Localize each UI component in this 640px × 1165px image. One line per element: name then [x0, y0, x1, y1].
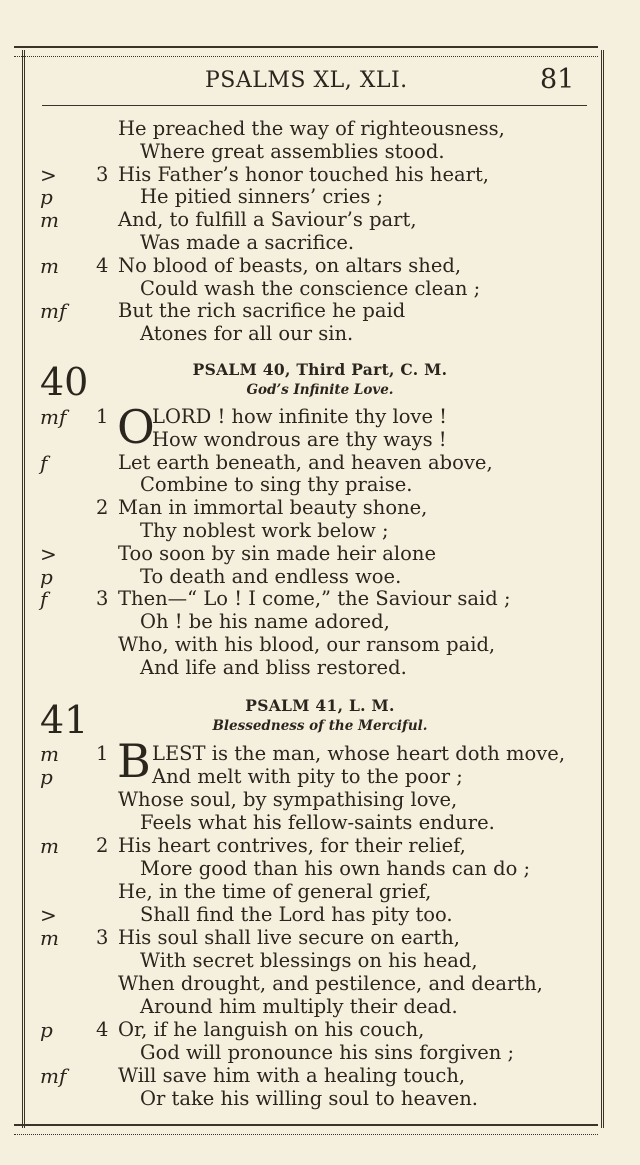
- verse-text: Oh ! be his name adored,: [140, 610, 390, 634]
- dynamic-mark: p: [40, 765, 53, 789]
- verse-text: But the rich sacrifice he paid: [118, 299, 406, 323]
- dynamic-mark: m: [40, 834, 59, 858]
- stanza-number: 3: [96, 587, 109, 611]
- bottom-border-rule: [14, 1124, 598, 1135]
- verse-line: [0, 765, 640, 789]
- verse-line: [0, 208, 640, 232]
- verse-line: [0, 1041, 640, 1065]
- header-rule: [42, 105, 587, 106]
- verse-line: [0, 451, 640, 475]
- dynamic-mark: >: [40, 541, 57, 566]
- page-number: 81: [540, 64, 575, 95]
- verse-line: [0, 322, 640, 346]
- verse-line: [0, 811, 640, 835]
- psalm-41-title: PSALM 41, L. M.: [245, 696, 395, 715]
- verse-line: [0, 610, 640, 634]
- verse-line: [0, 565, 640, 589]
- dynamic-mark: p: [40, 185, 53, 210]
- verse-line: [0, 496, 640, 520]
- dynamic-mark: >: [40, 162, 57, 187]
- stanza-number: 4: [96, 1018, 109, 1041]
- verse-line: [0, 231, 640, 255]
- verse-line: [0, 633, 640, 657]
- verse-line: [0, 405, 640, 429]
- verse-line: [0, 742, 640, 766]
- verse-line: [0, 473, 640, 497]
- verse-text: With secret blessings on his head,: [140, 949, 478, 972]
- verse-text: Then—“ Lo ! I come,” the Saviour said ;: [118, 587, 511, 611]
- verse-line: [0, 519, 640, 543]
- verse-text: Whose soul, by sympathising love,: [118, 788, 458, 811]
- verse-text: God will pronounce his sins forgiven ;: [140, 1041, 515, 1064]
- verse-text: Where great assemblies stood.: [140, 139, 445, 163]
- verse-text: Who, with his blood, our ransom paid,: [118, 633, 496, 656]
- dynamic-mark: m: [40, 253, 59, 278]
- dynamic-mark: mf: [40, 405, 67, 429]
- stanza-number: 1: [96, 742, 109, 765]
- stanza-number: 2: [96, 496, 109, 520]
- verse-line: [0, 277, 640, 301]
- verse-text: Man in immortal beauty shone,: [118, 496, 428, 520]
- verse-text: His heart contrives, for their relief,: [118, 834, 466, 857]
- verse-line: [0, 117, 640, 141]
- verse-line: [0, 995, 640, 1019]
- verse-text: Thy noblest work below ;: [140, 519, 389, 542]
- verse-text: And, to fulfill a Saviour’s part,: [118, 208, 417, 232]
- verse-text: His Father’s honor touched his heart,: [118, 162, 489, 186]
- verse-line: [0, 163, 640, 187]
- running-head: [0, 64, 640, 98]
- stanza-number: 1: [96, 405, 109, 428]
- verse-line: [0, 972, 640, 996]
- verse-line: [0, 857, 640, 881]
- verse-text: Or take his willing soul to heaven.: [140, 1087, 478, 1110]
- verse-text: LEST is the man, whose heart doth move,: [152, 742, 566, 765]
- stanza-number: 4: [96, 253, 109, 277]
- stanza-number: 3: [96, 162, 109, 186]
- verse-text: He preached the way of righteousness,: [118, 117, 505, 140]
- verse-line: [0, 1018, 640, 1042]
- running-head-title: PSALMS XL, XLI.: [205, 68, 408, 93]
- verse-text: How wondrous are thy ways !: [152, 427, 447, 451]
- dynamic-mark: p: [40, 1018, 53, 1042]
- verse-line: [0, 656, 640, 680]
- verse-text: Combine to sing thy praise.: [140, 473, 413, 497]
- psalm-40-number: 40: [40, 360, 89, 404]
- psalm-41-subtitle: Blessedness of the Merciful.: [212, 718, 428, 734]
- verse-text: His soul shall live secure on earth,: [118, 926, 460, 949]
- verse-text: Will save him with a healing touch,: [118, 1064, 466, 1087]
- dynamic-mark: p: [40, 564, 53, 589]
- psalm-40-title: PSALM 40, Third Part, C. M.: [192, 360, 448, 379]
- verse-text: Or, if he languish on his couch,: [118, 1018, 425, 1041]
- stanza-number: 3: [96, 926, 109, 949]
- verse-line: [0, 926, 640, 950]
- dynamic-mark: m: [40, 208, 59, 233]
- verse-line: [0, 903, 640, 927]
- verse-line: [0, 428, 640, 452]
- verse-line: [0, 587, 640, 611]
- verse-text: Around him multiply their dead.: [140, 995, 458, 1018]
- verse-text: And life and bliss restored.: [140, 655, 407, 679]
- dynamic-mark: m: [40, 742, 59, 766]
- psalm-40-subtitle: God’s Infinite Love.: [246, 382, 394, 398]
- dynamic-mark: >: [40, 903, 57, 927]
- verse-line: [0, 185, 640, 209]
- verse-text: Atones for all our sin.: [140, 322, 354, 346]
- verse-text: More good than his own hands can do ;: [140, 857, 531, 880]
- dynamic-mark: mf: [40, 1064, 67, 1088]
- verse-text: Let earth beneath, and heaven above,: [118, 450, 493, 474]
- dynamic-mark: m: [40, 926, 59, 950]
- verse-text: He, in the time of general grief,: [118, 880, 432, 903]
- verse-line: [0, 299, 640, 323]
- verse-line: [0, 834, 640, 858]
- verse-line: [0, 140, 640, 164]
- dynamic-mark: f: [40, 587, 48, 612]
- verse-line: [0, 880, 640, 904]
- verse-text: No blood of beasts, on altars shed,: [118, 253, 462, 277]
- verse-text: When drought, and pestilence, and dearth,: [118, 972, 543, 995]
- verse-text: Too soon by sin made heir alone: [118, 541, 437, 565]
- verse-text: LORD ! how infinite thy love !: [152, 405, 448, 428]
- verse-text: Shall find the Lord has pity too.: [140, 903, 453, 926]
- psalm-40-dropcap: O: [117, 400, 155, 454]
- dynamic-mark: mf: [40, 299, 67, 324]
- verse-text: And melt with pity to the poor ;: [152, 765, 463, 788]
- dynamic-mark: f: [40, 450, 48, 475]
- verse-text: Feels what his fellow-saints endure.: [140, 811, 495, 834]
- verse-text: Could wash the conscience clean ;: [140, 276, 481, 300]
- verse-text: To death and endless woe.: [140, 564, 402, 588]
- verse-line: [0, 949, 640, 973]
- verse-line: [0, 1087, 640, 1111]
- stanza-number: 2: [96, 834, 109, 857]
- verse-line: [0, 254, 640, 278]
- verse-text: Was made a sacrifice.: [140, 231, 355, 254]
- psalm-41-dropcap: B: [117, 734, 151, 788]
- verse-line: [0, 1064, 640, 1088]
- verse-line: [0, 788, 640, 812]
- verse-line: [0, 542, 640, 566]
- verse-text: He pitied sinners’ cries ;: [140, 185, 384, 209]
- psalm-41-number: 41: [40, 698, 89, 742]
